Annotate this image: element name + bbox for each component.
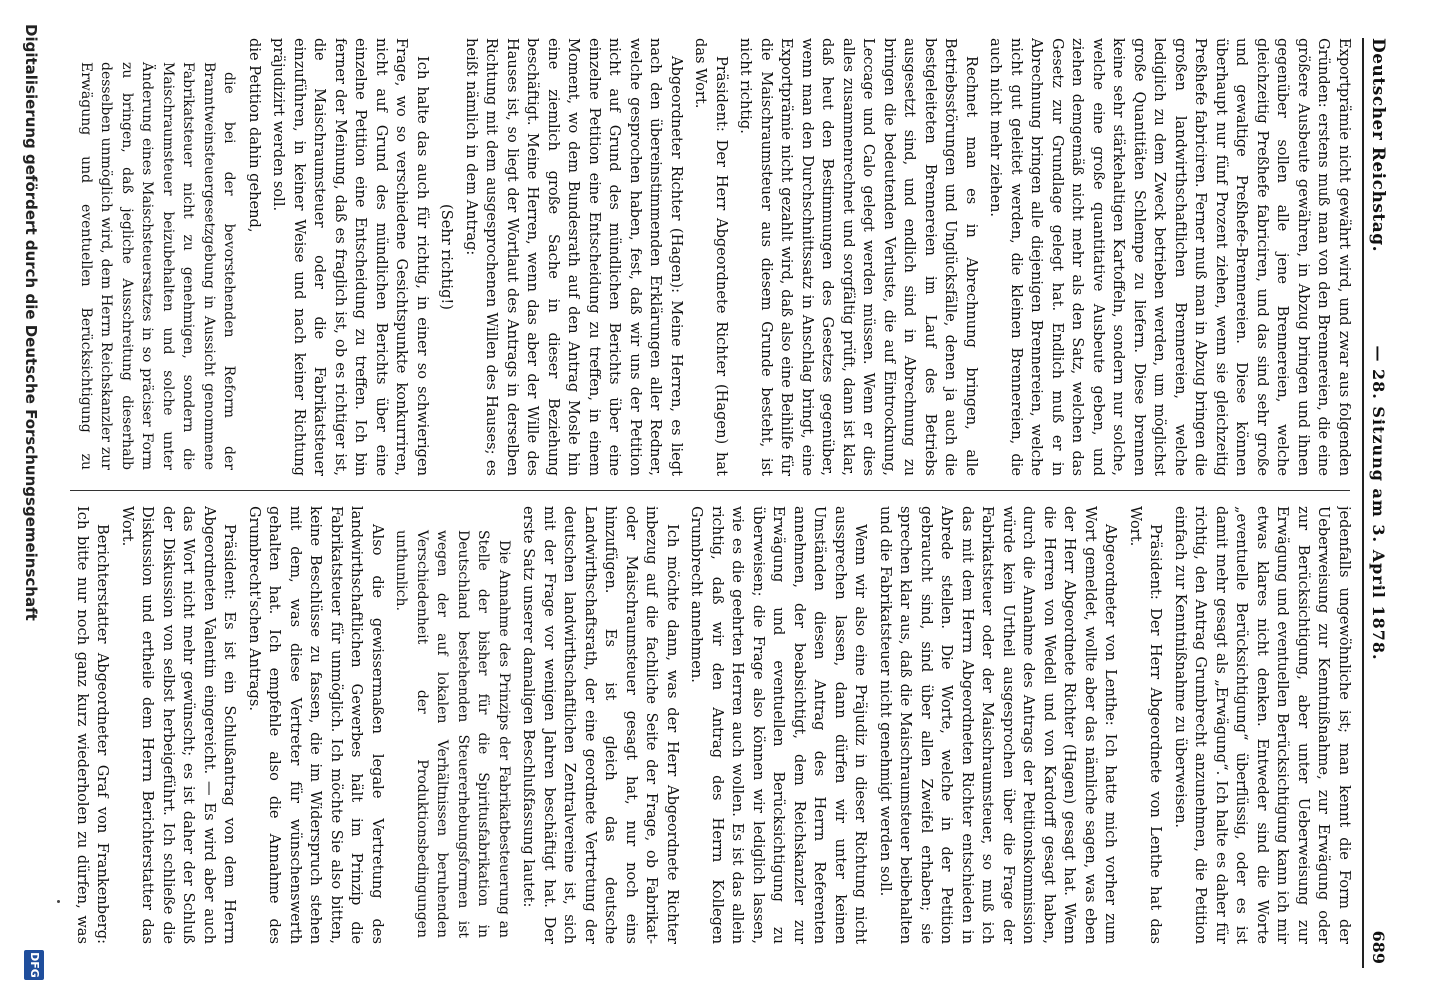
- left-text-column: [74, 38, 1354, 476]
- paragraph: Die Annahme des Prinzips der Fabrikatbesteuerung an Stelle der bisher für die Spiritusfabrikation in Deutschland bestehenden Steuererhebungsformen ist wegen der auf lokalen Verhältnissen beruhenden Verschiedenheit der Produktionsbedingungen unthunlich.: [393, 530, 512, 938]
- paragraph: die bei der bevorstehenden Reform der Branntweinsteuergesetzgebung in Aussicht genommene Fabrikatsteuer nicht zu genehmigen, sondern die Maischraumsteuer beizubehalten und solche unter Änderung eines Maischsteuersatzes in so präciser Form zu bringen, daß jegliche Ausschreitung dieserhalb desselben unmöglich wird, dem Herrn Reichskanzler zur Erwägung und eventuellen Berücksichtigung zu: [78, 62, 238, 470]
- paragraph: jedenfalls ungewöhnliche ist; man kennt die Form der Ueberweisung zur Kenntnißnahme, zur Erwägung oder zur Berücksichtigung, aber unter Ueberweisung zur Erwägung und eventuellen Berücksichtigung kann ich mir etwas klares nicht denken. Entweder sind die Worte „eventuelle Berücksichtigung“ überflüssig, oder es ist damit mehr gesagt als „Erwägung“. Ich halte es daher für richtig, den Antrag Grumbrecht anzunehmen, die Petition einfach zur Kenntnißnahme zu überweisen.: [1172, 506, 1353, 944]
- right-text-column: [74, 506, 1354, 944]
- paragraph: Exportprämie nicht gewährt wird, und zwar aus folgenden Gründen: erstens muß man von den Brennereien, die eine größere Ausbeute gewähren, in Abzug bringen und ihnen gegenüber sollen alle jene Brennereien, welche gleichzeitig Preßhefe fabriciren, und das sind sehr große und gewaltige Preßhefe-Brennereien. Diese können überhaupt nur fünf Prozent ziehen, wenn sie gleichzeitig Preßhefe fabriciren. Ferner muß man in Abzug bringen die großen landwirthschaftlichen Brennereien, welche lediglich zu dem Zweck betrieben werden, um möglichst große Quantitäten Schlempe zu liefern. Diese brennen keine sehr stärkehaltigen Kartoffeln, sondern nur solche, welche eine große quantitative Ausbeute geben, und ziehen demgemäß nicht mehr als den Satz, welchen das Gesetz zur Grundlage gelegt hat. Endlich muß er in Abrechnung bringen alle diejenigen Brennereien, welche nicht gut geleitet werden, die kleinen Brennereien, die auch nicht mehr ziehen.: [987, 38, 1353, 476]
- paragraph: Berichterstatter Abgeordneter Graf von Frankenberg: Ich bitte nur noch ganz kurz wiederholen zu dürfen, was: [74, 506, 112, 944]
- paragraph: Abgeordneter Richter (Hagen): Meine Herren, es liegt nach den übereinstimmenden Erklärungen aller Redner, welche gesprochen haben, fest, daß wir uns der Petition nicht auf Grund des mündlichen Berichts über eine einzelne Petition eine Entscheidung zu treffen, in einem Moment, wo dem Bundesrath auf den Antrag Mosle hin eine ziemlich große Sache in dieser Beziehung beschäftigt. Meine Herren, wenn das aber der Wille des Hauses ist, so liegt der Wortlaut des Antrags in derselben Richtung mit dem ausgesprochenen Willen des Hauses; es heißt nämlich in dem Antrag:: [463, 38, 685, 476]
- paragraph: Also die gewissermaßen legale Vertretung des landwirthschaftlichen Gewerbes hält im Prinzip die Fabrikatsteuer für unmöglich. Ich möchte Sie also bitten, keine Beschlüsse zu fassen, die im Widerspruch stehen mit dem, was diese Vertreter für wünschenswerth gehalten hat. Ich empfehle also die Annahme des Grumbrecht'schen Antrags.: [246, 506, 386, 944]
- paragraph: die Petition dahin gehend,: [246, 38, 263, 233]
- paragraph: Wenn wir also eine Präjudiz in dieser Richtung nicht aussprechen lassen, dann dürfen wir unter keinen Umständen diesen Antrag des Herrn Referenten annehmen, der beabsichtigt, dem Reichskanzler zur Erwägung und eventuellen Berücksichtigung zu überweisen; die Frage also können wir lediglich lassen, wie es die geehrten Herren auch wollen. Es ist das allein richtig, daß wir den Antrag des Herrn Kollegen Grumbrecht annehmen.: [688, 506, 870, 944]
- paragraph: Präsident: Der Herr Abgeordnete Richter (Hagen) hat das Wort.: [692, 38, 730, 476]
- paragraph: Präsident: Es ist ein Schlußantrag von dem Herrn Abgeordneten Valentin eingereicht. — Es wird aber auch das Wort nicht mehr gewünscht; es ist daher der Schluß der Diskussion von selbst herbeigeführt. Ich schließe die Diskussion und ertheile dem Herrn Berichterstatter das Wort.: [119, 506, 239, 944]
- page-number: 689: [1369, 930, 1388, 964]
- header-session: — 28. Sitzung am 3. April 1878.: [1369, 345, 1388, 661]
- credit-text: Digitalisierung gefördert durch die Deutsche Forschungsgemeinschaft: [22, 24, 40, 621]
- paragraph: (Sehr richtig!): [438, 204, 456, 310]
- dfg-logo: DFG: [24, 950, 44, 980]
- paragraph: Rechnet man es in Abrechnung bringen, alle Betriebsstörungen und Unglücksfälle, denen ja auch die bestgeleiteten Brennereien im Lauf des Betriebs ausgesetzt sind, und endlich sind in Abrechnung zu bringen die bedeutenden Verluste, die auf Eintrocknung, Leccage und Calo gelegt werden müssen. Wenn er dies alles zusammenrechnet und sorgfältig prüft, dann ist klar, daß heut den Bestimmungen des Gesetzes gegenüber, wenn man den Durchschnittssatz in Anschlag bringt, eine Exportprämie nicht gezahlt wird, daß also eine Beihilfe für die Maischraumsteuer aus diesem Grunde besteht, ist nicht richtig.: [737, 38, 980, 476]
- header-title: Deutscher Reichstag.: [1368, 38, 1388, 253]
- page-header: [1362, 38, 1394, 968]
- scan-speck: [57, 900, 60, 903]
- paragraph: Präsident: Der Herr Abgeordnete von Lenthe hat das Wort.: [1127, 506, 1165, 944]
- digitization-credit: [12, 20, 48, 980]
- paragraph: Abgeordneter von Lenthe: Ich hatte mich vorher zum Wort gemeldet, wollte aber das nämliche sagen, was eben der Herr Abgeordnete Richter (Hagen) gesagt hat. Wenn die Herren von Wedell und von Kardorff gesagt haben, durch die Annahme des Antrags der Petitionskommission würde kein Urtheil ausgesprochen über die Frage der Fabrikatsteuer oder der Maischraumsteuer, so muß ich das mit dem Herrn Abgeordneten Richter entschieden in Abrede stellen. Die Worte, welche in der Petition gebraucht sind, sind über allen Zweifel erhaben; sie sprechen klar aus, daß die Maischraumsteuer beibehalten und die Fabrikatsteuer nicht genehmigt werden soll.: [877, 506, 1120, 944]
- paragraph: Ich halte das auch für richtig, in einer so schwierigen Frage, wo so verschiedene Gesichtspunkte konkurriren, nicht auf Grund des mündlichen Berichts über eine einzelne Petition eine Entscheidung zu treffen. Ich bin ferner der Meinung, daß es fraglich ist, ob es richtiger ist, die Maischraumsteuer oder die Fabrikatsteuer einzuführen, in keiner Weise und nach keiner Richtung präjudizirt werden soll.: [270, 38, 431, 476]
- paragraph: Ich möchte dann, was der Herr Abgeordnete Richter inbezug auf die fachliche Seite der Frage, ob Fabrikat- oder Maischraumsteuer gesagt hat, nur noch eins hinzufügen. Es ist gleich das deutsche Landwirthschaftsrath, der eine geordnete Vertretung der deutschen landwirthschaftlichen Zentralvereine ist, sich mit der Frage vor wenigen Jahren beschäftigt hat. Der erste Satz unserer damaligen Beschlußfassung lautet:: [520, 506, 681, 944]
- column-divider: [70, 490, 1350, 491]
